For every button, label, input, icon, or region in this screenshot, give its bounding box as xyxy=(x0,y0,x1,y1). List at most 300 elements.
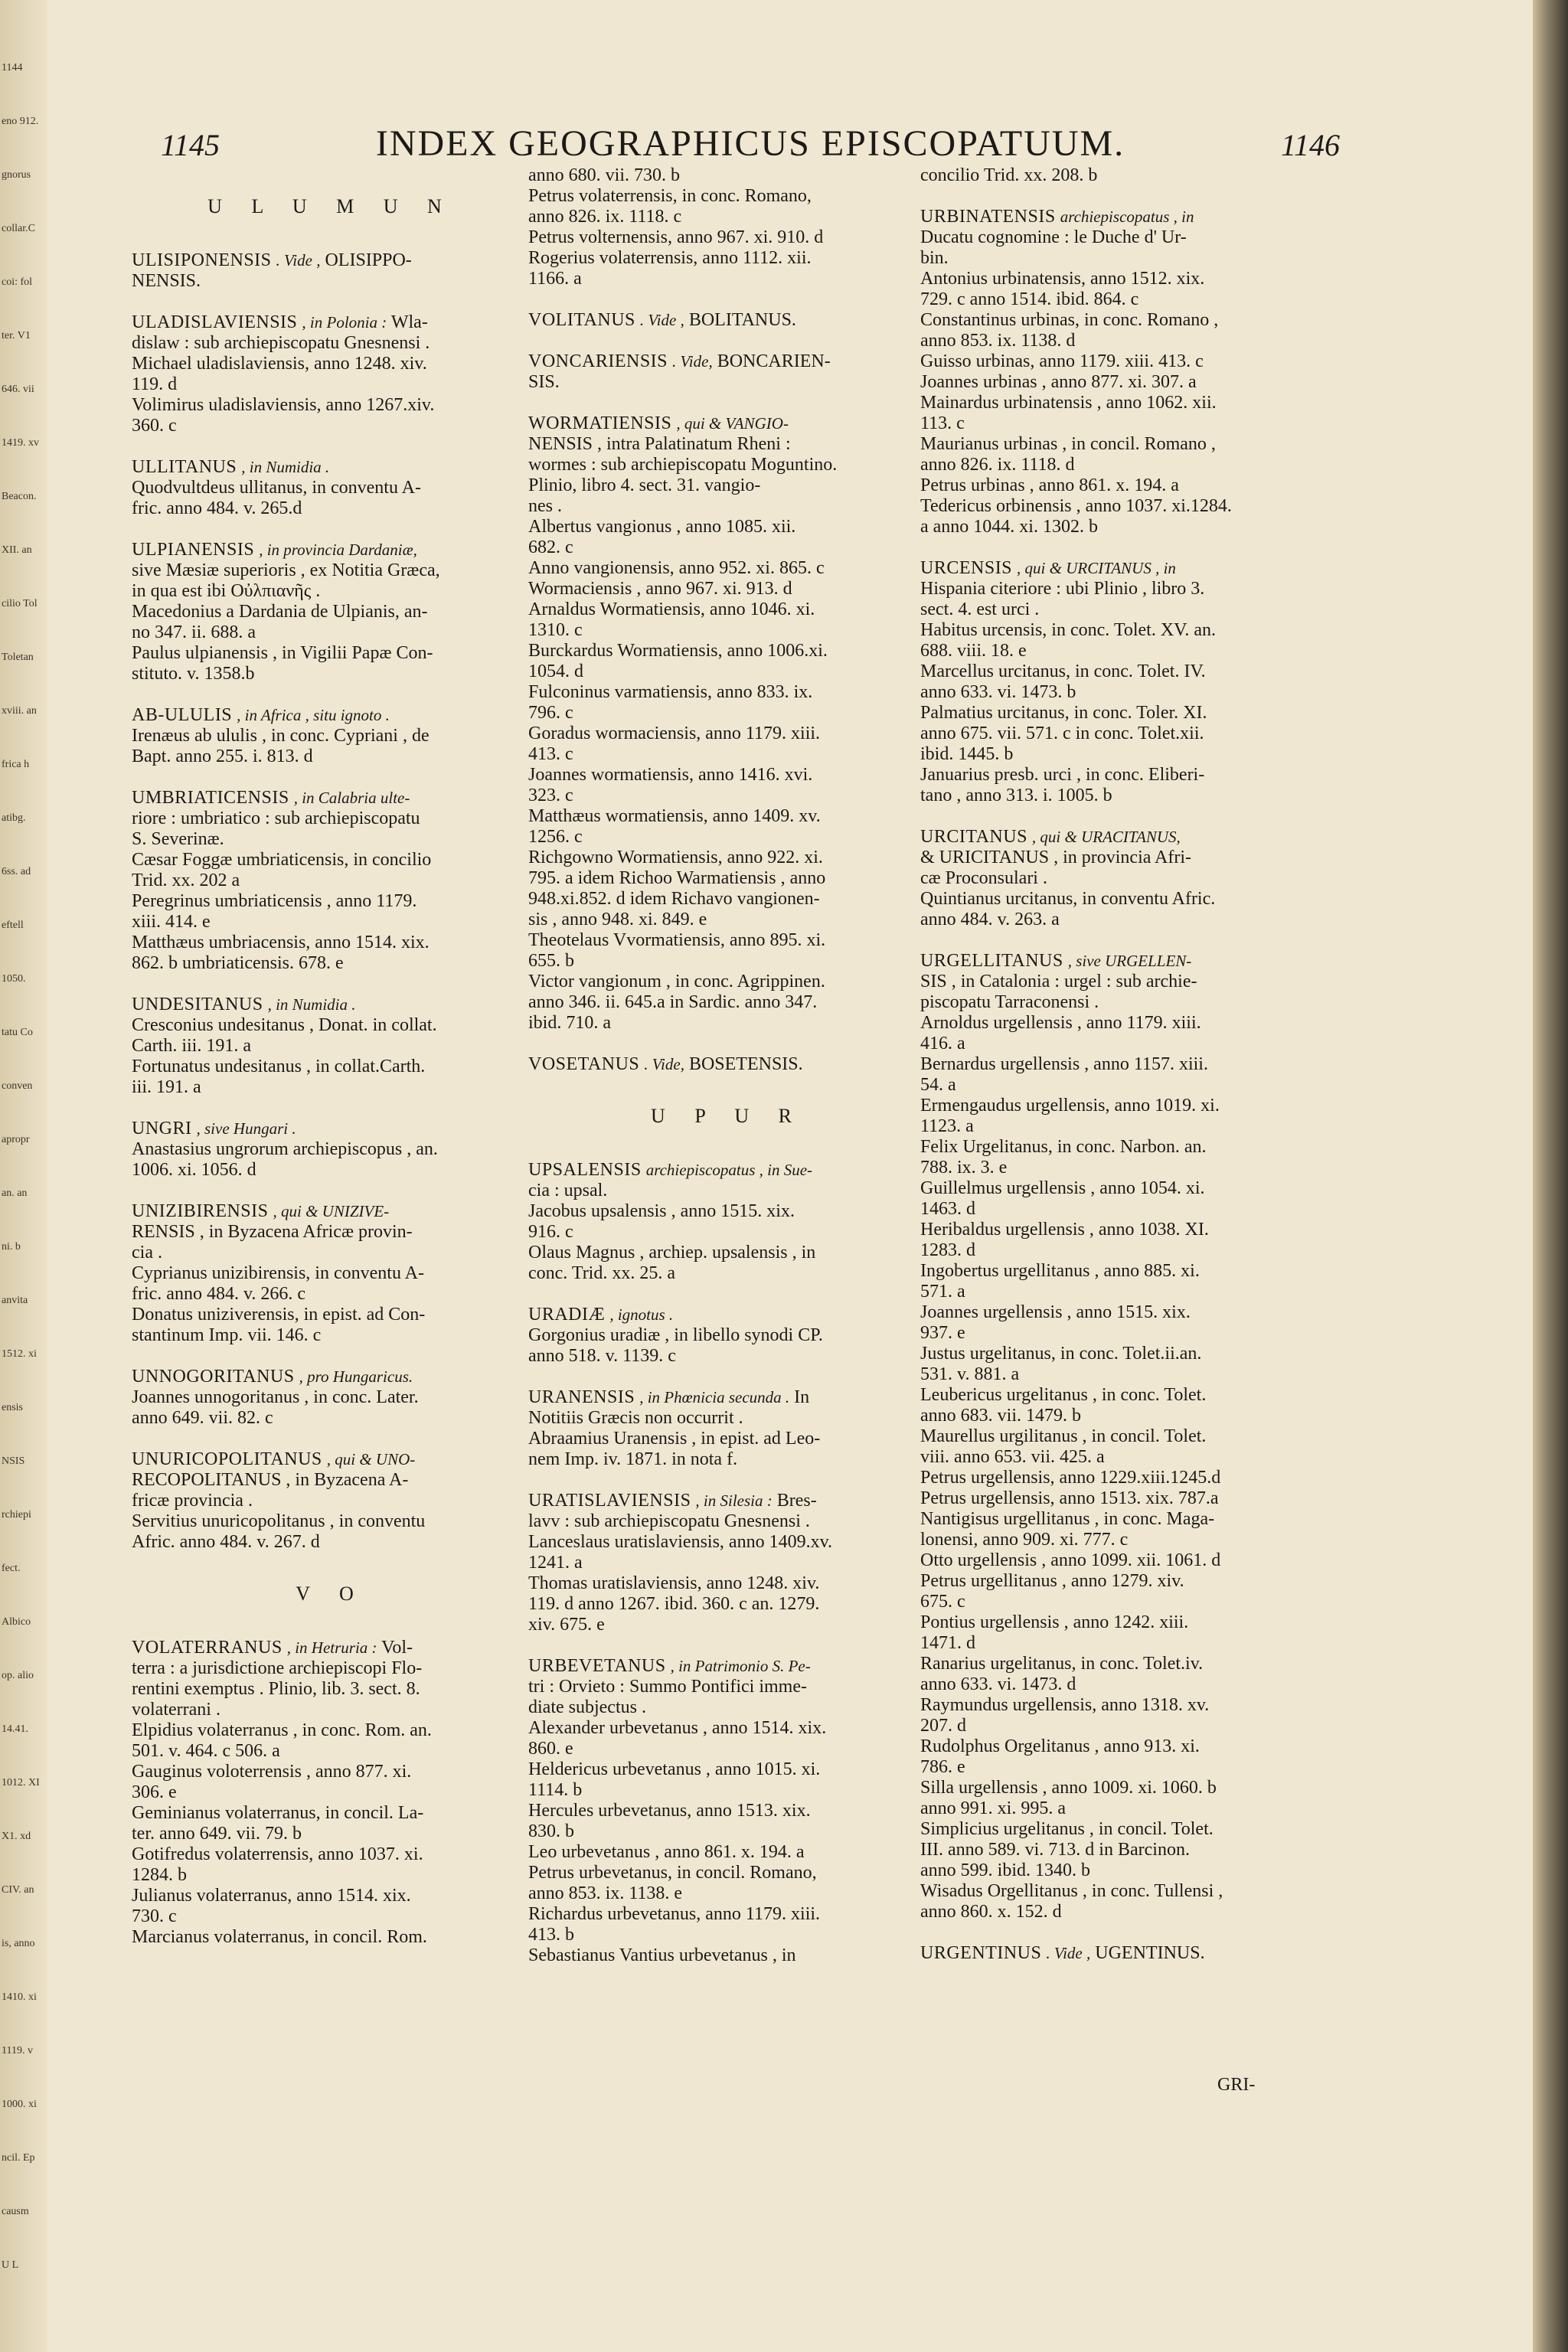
facing-page-fragment: anvita xyxy=(2,1295,28,1306)
entry-line: wormes : sub archiepiscopatu Moguntino. xyxy=(528,455,838,475)
entry-line: 1284. b xyxy=(132,1865,187,1885)
entry-line: Petrus urgellensis, anno 1229.xiii.1245.d xyxy=(920,1468,1221,1488)
entry-line: Guisso urbinas, anno 1179. xiii. 413. c xyxy=(920,351,1204,371)
index-entry xyxy=(132,1119,530,1181)
entry-line: no 347. ii. 688. a xyxy=(132,622,256,642)
see-name: URANENSIS xyxy=(528,1387,635,1407)
entry-line: 1241. a xyxy=(528,1553,583,1573)
entry-line: xiii. 414. e xyxy=(132,912,211,932)
index-entry xyxy=(920,951,1318,1922)
entry-note: , sive URGELLEN- xyxy=(1067,952,1192,970)
entry-line: Quintianus urcitanus, in conventu Afric. xyxy=(920,889,1216,909)
section-letters: U P U R xyxy=(651,1105,804,1127)
entry-note: , sive Hungari . xyxy=(196,1119,296,1138)
entry-heading xyxy=(132,1201,530,1222)
entry-note: , pro Hungaricus. xyxy=(299,1367,413,1386)
index-entry xyxy=(528,413,926,1034)
entry-line: Marcellus urcitanus, in conc. Tolet. IV. xyxy=(920,662,1206,681)
entry-line: Elpidius volaterranus , in conc. Rom. an. xyxy=(132,1720,432,1740)
facing-page-fragment: conven xyxy=(2,1080,33,1092)
entry-line: 1256. c xyxy=(528,827,583,847)
facing-page-fragment: CIV. an xyxy=(2,1884,34,1896)
entry-note: , in Silesia : xyxy=(695,1491,773,1510)
entry-line: Tedericus orbinensis , anno 1037. xi.1284. xyxy=(920,496,1232,516)
see-name: URATISLAVIENSIS xyxy=(528,1491,691,1511)
entry-line: stituto. v. 1358.b xyxy=(132,664,255,684)
entry-line: Plinio, libro 4. sect. 31. vangio- xyxy=(528,475,761,495)
entry-note: . Vide, xyxy=(644,1055,684,1073)
facing-page-fragment: ni. b xyxy=(2,1241,21,1253)
entry-line: 860. e xyxy=(528,1739,573,1759)
entry-line: anno 826. ix. 1118. d xyxy=(920,455,1075,475)
entry-heading xyxy=(132,788,530,808)
entry-heading xyxy=(920,558,1318,579)
entry-heading-tail: BOLITANUS. xyxy=(688,310,796,330)
entry-line: Maurellus urgilitanus , in concil. Tolet. xyxy=(920,1426,1207,1446)
entry-line: Abraamius Uranensis , in epist. ad Leo- xyxy=(528,1429,821,1449)
entry-line: anno 484. v. 263. a xyxy=(920,910,1060,929)
entry-line: iii. 191. a xyxy=(132,1077,201,1097)
page-number-right: 1146 xyxy=(1280,128,1340,162)
entry-heading xyxy=(132,995,530,1015)
entry-line: xiv. 675. e xyxy=(528,1615,605,1635)
entry-heading xyxy=(528,310,926,331)
entry-line: 306. e xyxy=(132,1782,177,1802)
see-name: UNNOGORITANUS xyxy=(132,1367,295,1387)
entry-line: RECOPOLITANUS , in Byzacena A- xyxy=(132,1470,409,1490)
index-entry xyxy=(528,1305,926,1367)
entry-line: 531. v. 881. a xyxy=(920,1364,1020,1384)
entry-line: Justus urgelitanus, in conc. Tolet.ii.an. xyxy=(920,1344,1202,1364)
see-name: VOLITANUS xyxy=(528,310,635,330)
entry-line: dislaw : sub archiepiscopatu Gnesnensi . xyxy=(132,333,430,353)
entry-line: Joannes unnogoritanus , in conc. Later. xyxy=(132,1387,419,1407)
entry-line: sect. 4. est urci . xyxy=(920,599,1040,619)
see-name: ULLITANUS xyxy=(132,457,237,477)
entry-line: 413. b xyxy=(528,1925,574,1945)
entry-heading xyxy=(132,1449,530,1470)
index-entry xyxy=(528,310,926,331)
entry-line: Arnaldus Wormatiensis, anno 1046. xi. xyxy=(528,599,815,619)
entry-heading xyxy=(528,351,926,372)
see-name: ULPIANENSIS xyxy=(132,540,255,560)
index-entry xyxy=(132,1638,530,1948)
entry-line: Leo urbevetanus , anno 861. x. 194. a xyxy=(528,1842,805,1862)
index-entry xyxy=(132,250,530,292)
entry-line: lavv : sub archiepiscopatu Gnesnensi . xyxy=(528,1511,810,1531)
facing-page-fragment: coi: fol xyxy=(2,276,33,288)
entry-heading xyxy=(132,1638,530,1658)
see-name: URADIÆ xyxy=(528,1305,606,1325)
entry-line: Joannes wormatiensis, anno 1416. xvi. xyxy=(528,765,813,785)
entry-line: Marcianus volaterranus, in concil. Rom. xyxy=(132,1927,427,1947)
column-1 xyxy=(132,165,530,1968)
entry-heading xyxy=(920,1943,1318,1964)
see-name: VOSETANUS xyxy=(528,1054,640,1074)
entry-line: S. Severinæ. xyxy=(132,829,224,849)
entry-heading xyxy=(132,1119,530,1139)
entry-line: Theotelaus Vvormatiensis, anno 895. xi. xyxy=(528,930,826,950)
entry-line: rentini exemptus . Plinio, lib. 3. sect. 8. xyxy=(132,1679,420,1699)
facing-page-fragment: gnorus xyxy=(2,169,31,181)
entry-line: 788. ix. 3. e xyxy=(920,1158,1008,1178)
entry-line: Thomas uratislaviensis, anno 1248. xiv. xyxy=(528,1573,820,1593)
entry-line: Fulconinus varmatiensis, anno 833. ix. xyxy=(528,682,813,702)
entry-line: Joannes urbinas , anno 877. xi. 307. a xyxy=(920,372,1197,392)
index-entry xyxy=(132,995,530,1098)
entry-line: Burckardus Wormatiensis, anno 1006.xi. xyxy=(528,641,828,661)
entry-line: 948.xi.852. d idem Richavo vangionen- xyxy=(528,889,820,909)
entry-line: bin. xyxy=(920,248,949,268)
entry-line: concilio Trid. xx. 208. b xyxy=(920,165,1098,185)
entry-line: 1310. c xyxy=(528,620,583,640)
entry-line: 688. viii. 18. e xyxy=(920,641,1027,661)
entry-line: 119. d xyxy=(132,374,178,394)
facing-page-fragment: ter. V1 xyxy=(2,330,31,341)
facing-page-fragment: Toletan xyxy=(2,652,34,663)
entry-note: . Vide , xyxy=(1046,1944,1091,1962)
entry-line: Victor vangionum , in conc. Agrippinen. xyxy=(528,972,825,991)
entry-line: 360. c xyxy=(132,416,177,436)
entry-line: ibid. 710. a xyxy=(528,1013,611,1033)
index-entry xyxy=(132,540,530,684)
see-name: VONCARIENSIS xyxy=(528,351,668,371)
index-entry xyxy=(132,312,530,436)
entry-line: 796. c xyxy=(528,703,573,723)
entry-line: anno 675. vii. 571. c in conc. Tolet.xii. xyxy=(920,724,1204,743)
entry-heading xyxy=(132,1367,530,1387)
entry-line: Januarius presb. urci , in conc. Eliberi- xyxy=(920,765,1205,785)
entry-line: NENSIS. xyxy=(132,271,201,291)
entry-line: tano , anno 313. i. 1005. b xyxy=(920,786,1112,805)
entry-heading xyxy=(132,312,530,333)
entry-note: , qui & URCITANUS , in xyxy=(1017,559,1176,577)
entry-line: NENSIS , intra Palatinatum Rheni : xyxy=(528,434,791,454)
entry-line: 916. c xyxy=(528,1222,573,1242)
index-entry xyxy=(528,1160,926,1284)
continued-entry xyxy=(528,165,926,289)
entry-line: Ingobertus urgellitanus , anno 885. xi. xyxy=(920,1261,1200,1281)
entry-line: in qua est ibi Οὐλπιανῆς . xyxy=(132,581,321,601)
facing-page-fragment: frica h xyxy=(2,759,30,770)
entry-note: , qui & UNO- xyxy=(326,1450,416,1468)
entry-heading-tail: Vol- xyxy=(381,1638,413,1658)
entry-line: Goradus wormaciensis, anno 1179. xiii. xyxy=(528,724,821,743)
entry-line: Gotifredus volaterrensis, anno 1037. xi. xyxy=(132,1844,423,1864)
index-entry xyxy=(920,207,1318,537)
entry-line: conc. Trid. xx. 25. a xyxy=(528,1263,675,1283)
entry-line: 830. b xyxy=(528,1821,574,1841)
entry-line: Petrus urbevetanus, in concil. Romano, xyxy=(528,1863,817,1883)
index-entry xyxy=(920,827,1318,930)
see-name: URCENSIS xyxy=(920,558,1013,578)
section-letters: U L U M U N xyxy=(207,195,454,217)
entry-line: nem Imp. iv. 1871. in nota f. xyxy=(528,1449,738,1469)
entry-line: 113. c xyxy=(920,413,965,433)
entry-line: Hispania citeriore : ubi Plinio , libro 3. xyxy=(920,579,1205,599)
entry-line: Notitiis Græcis non occurrit . xyxy=(528,1408,743,1428)
facing-page-fragment: 14.41. xyxy=(2,1723,28,1735)
entry-line: Trid. xx. 202 a xyxy=(132,871,240,890)
entry-line: a anno 1044. xi. 1302. b xyxy=(920,517,1098,537)
entry-line: Nantigisus urgellitanus , in conc. Maga- xyxy=(920,1509,1215,1529)
entry-note: . Vide , xyxy=(276,251,321,270)
entry-line: Bernardus urgellensis , anno 1157. xiii. xyxy=(920,1054,1208,1074)
see-name: URGENTINUS xyxy=(920,1943,1042,1963)
index-entry xyxy=(132,1449,530,1553)
entry-heading xyxy=(528,1305,926,1325)
entry-line: Matthæus wormatiensis, anno 1409. xv. xyxy=(528,806,821,826)
entry-line: anno 346. ii. 645.a in Sardic. anno 347. xyxy=(528,992,818,1012)
index-entry xyxy=(132,1367,530,1429)
entry-line: 675. c xyxy=(920,1592,965,1612)
see-name: UNIZIBIRENSIS xyxy=(132,1201,269,1221)
entry-line: tri : Orvieto : Summo Pontifici imme- xyxy=(528,1677,807,1697)
entry-line: Felix Urgelitanus, in conc. Narbon. an. xyxy=(920,1137,1207,1157)
page-header xyxy=(161,122,1340,172)
entry-line: 862. b umbriaticensis. 678. e xyxy=(132,953,344,973)
facing-page-fragment: U L xyxy=(2,2259,19,2271)
entry-line: Petrus urbinas , anno 861. x. 194. a xyxy=(920,475,1179,495)
facing-page-fragment: XII. an xyxy=(2,544,32,556)
entry-line: SIS , in Catalonia : urgel : sub archie- xyxy=(920,972,1197,991)
entry-line: Raymundus urgellensis, anno 1318. xv. xyxy=(920,1695,1210,1715)
entry-line: anno 860. x. 152. d xyxy=(920,1902,1062,1922)
entry-line: 1463. d xyxy=(920,1199,975,1219)
entry-line: riore : umbriatico : sub archiepiscopatu xyxy=(132,808,420,828)
facing-page-fragment: 1144 xyxy=(2,62,23,74)
entry-line: anno 991. xi. 995. a xyxy=(920,1798,1066,1818)
facing-page-fragment: Albico xyxy=(2,1616,31,1628)
see-name: URCITANUS xyxy=(920,827,1027,847)
entry-line: 655. b xyxy=(528,951,574,971)
entry-line: Rudolphus Orgelitanus , anno 913. xi. xyxy=(920,1736,1200,1756)
entry-line: Wormaciensis , anno 967. xi. 913. d xyxy=(528,579,792,599)
see-name: UPSALENSIS xyxy=(528,1160,642,1180)
entry-line: Ducatu cognomine : le Duche d' Ur- xyxy=(920,227,1187,247)
entry-line: Paulus ulpianensis , in Vigilii Papæ Con- xyxy=(132,643,433,663)
entry-line: 786. e xyxy=(920,1757,965,1777)
entry-line: fric. anno 484. v. 266. c xyxy=(132,1284,306,1304)
entry-line: Hercules urbevetanus, anno 1513. xix. xyxy=(528,1801,811,1821)
entry-note: . Vide, xyxy=(672,352,713,371)
index-entry xyxy=(528,351,926,393)
entry-line: Michael uladislaviensis, anno 1248. xiv. xyxy=(132,354,427,374)
entry-line: anno 518. v. 1139. c xyxy=(528,1346,676,1366)
entry-line: Servitius unuricopolitanus , in conventu xyxy=(132,1511,426,1531)
see-name: WORMATIENSIS xyxy=(528,413,672,433)
entry-heading xyxy=(132,540,530,560)
entry-line: Gorgonius uradiæ , in libello synodi CP. xyxy=(528,1325,823,1345)
entry-line: SIS. xyxy=(528,372,560,392)
facing-page-fragment: 1419. xv xyxy=(2,437,39,449)
entry-line: Petrus volaterrensis, in conc. Romano, xyxy=(528,186,812,206)
entry-line: 1123. a xyxy=(920,1116,974,1136)
entry-heading xyxy=(132,457,530,478)
see-name: ULADISLAVIENSIS xyxy=(132,312,298,332)
entry-line: Habitus urcensis, in conc. Tolet. XV. an. xyxy=(920,620,1217,640)
entry-line: Anastasius ungrorum archiepiscopus , an. xyxy=(132,1139,438,1159)
entry-line: Rogerius volaterrensis, anno 1112. xii. xyxy=(528,248,812,268)
entry-heading-tail: In xyxy=(794,1387,810,1407)
entry-line: Quodvultdeus ullitanus, in conventu A- xyxy=(132,478,421,498)
entry-heading xyxy=(132,705,530,726)
entry-line: Pontius urgellensis , anno 1242. xiii. xyxy=(920,1612,1189,1632)
entry-note: , qui & VANGIO- xyxy=(676,414,789,433)
entry-line: Simplicius urgelitanus , in concil. Tolet. xyxy=(920,1819,1214,1839)
facing-page-fragment: apropr xyxy=(2,1134,30,1145)
see-name: VOLATERRANUS xyxy=(132,1638,283,1658)
entry-note: , in Numidia . xyxy=(241,458,330,476)
index-entry xyxy=(132,705,530,767)
entry-line: 795. a idem Richoo Warmatiensis , anno xyxy=(528,868,826,888)
facing-page-fragment: 1410. xi xyxy=(2,1991,37,2003)
facing-page-fragment: rchiepi xyxy=(2,1509,31,1521)
entry-line: 682. c xyxy=(528,537,573,557)
facing-page-fragment: atibg. xyxy=(2,812,26,824)
entry-line: 1471. d xyxy=(920,1633,975,1653)
entry-line: diate subjectus . xyxy=(528,1697,646,1717)
see-name: UNURICOPOLITANUS xyxy=(132,1449,322,1469)
entry-line: 323. c xyxy=(528,786,573,805)
entry-heading-tail: BONCARIEN- xyxy=(717,351,831,371)
entry-line: volaterrani . xyxy=(132,1700,220,1720)
entry-line: Alexander urbevetanus , anno 1514. xix. xyxy=(528,1718,827,1738)
facing-page-fragment: 1012. XI xyxy=(2,1777,40,1788)
entry-line: anno 633. vi. 1473. b xyxy=(920,682,1076,702)
entry-note: , in Africa , situ ignoto . xyxy=(237,706,390,724)
entry-note: archiepiscopatus , in xyxy=(1060,207,1194,226)
entry-heading xyxy=(920,827,1318,848)
entry-line: anno 649. vii. 82. c xyxy=(132,1408,273,1428)
entry-line: fric. anno 484. v. 265.d xyxy=(132,498,302,518)
entry-heading xyxy=(132,250,530,271)
entry-line: Petrus urgellitanus , anno 1279. xiv. xyxy=(920,1571,1184,1591)
entry-heading xyxy=(528,413,926,434)
entry-note: , in Patrimonio S. Pe- xyxy=(670,1657,811,1675)
facing-page-fragment: cilio Tol xyxy=(2,598,38,609)
continued-entry xyxy=(920,165,1318,186)
entry-line: 1006. xi. 1056. d xyxy=(132,1160,256,1180)
book-spine-shadow xyxy=(1533,0,1568,2352)
facing-page-fragment: 1512. xi xyxy=(2,1348,37,1360)
entry-line: piscopatu Tarraconensi . xyxy=(920,992,1099,1012)
entry-line: 501. v. 464. c 506. a xyxy=(132,1741,280,1761)
facing-page-fragment: eno 912. xyxy=(2,116,39,127)
entry-note: , qui & URACITANUS, xyxy=(1031,828,1181,846)
entry-line: 937. e xyxy=(920,1323,965,1343)
index-entry xyxy=(132,1201,530,1346)
entry-line: anno 853. ix. 1138. d xyxy=(920,331,1076,351)
see-name: URBINATENSIS xyxy=(920,207,1056,227)
facing-page-fragment: eftell xyxy=(2,920,24,931)
see-name: UNGRI xyxy=(132,1119,192,1138)
entry-note: , in Hetruria : xyxy=(286,1638,377,1657)
entry-note: , ignotus . xyxy=(609,1305,674,1324)
entry-line: terra : a jurisdictione archiepiscopi Flo- xyxy=(132,1658,423,1678)
entry-line: Arnoldus urgellensis , anno 1179. xiii. xyxy=(920,1013,1201,1033)
running-title: INDEX GEOGRAPHICUS EPISCOPATUUM. xyxy=(375,123,1125,164)
entry-line: Lanceslaus uratislaviensis, anno 1409.xv. xyxy=(528,1532,833,1552)
entry-note: , in provincia Dardaniæ, xyxy=(259,541,417,559)
entry-heading xyxy=(528,1491,926,1511)
entry-heading-tail: BOSETENSIS. xyxy=(688,1054,803,1074)
facing-page-fragment: ncil. Ep xyxy=(2,2152,35,2164)
entry-line: viii. anno 653. vii. 425. a xyxy=(920,1447,1105,1467)
entry-line: Geminianus volaterranus, in concil. La- xyxy=(132,1803,424,1823)
entry-line: 730. c xyxy=(132,1906,177,1926)
entry-line: Peregrinus umbriaticensis , anno 1179. xyxy=(132,891,417,911)
entry-line: Gauginus voloterrensis , anno 877. xi. xyxy=(132,1762,412,1782)
entry-heading xyxy=(528,1160,926,1181)
entry-line: Volimirus uladislaviensis, anno 1267.xiv. xyxy=(132,395,435,415)
see-name: URGELLITANUS xyxy=(920,951,1063,971)
entry-line: Olaus Magnus , archiep. upsalensis , in xyxy=(528,1243,816,1263)
entry-line: Palmatius urcitanus, in conc. Toler. XI. xyxy=(920,703,1207,723)
entry-line: stantinum Imp. vii. 146. c xyxy=(132,1325,322,1345)
entry-line: 1166. a xyxy=(528,269,582,289)
see-name: UNDESITANUS xyxy=(132,995,263,1014)
see-name: AB-ULULIS xyxy=(132,705,233,725)
entry-line: cia : upsal. xyxy=(528,1181,608,1200)
column-3 xyxy=(920,165,1318,1984)
entry-line: Antonius urbinatensis, anno 1512. xix. xyxy=(920,269,1205,289)
entry-line: 1114. b xyxy=(528,1780,583,1800)
facing-page-edge xyxy=(0,0,47,2352)
entry-line: fricæ provincia . xyxy=(132,1491,253,1511)
entry-note: , in Calabria ulte- xyxy=(293,789,410,807)
facing-page-fragment: 1119. v xyxy=(2,2045,33,2056)
index-entry xyxy=(528,1054,926,1075)
entry-line: Richardus urbevetanus, anno 1179. xiii. xyxy=(528,1904,821,1924)
entry-note: archiepiscopatus , in Sue- xyxy=(645,1161,813,1179)
catchword: GRI- xyxy=(1217,2075,1256,2095)
entry-line: 1283. d xyxy=(920,1240,975,1260)
entry-line: Richgowno Wormatiensis, anno 922. xi. xyxy=(528,848,823,867)
entry-line: Anno vangionensis, anno 952. xi. 865. c xyxy=(528,558,825,578)
entry-line: 729. c anno 1514. ibid. 864. c xyxy=(920,289,1139,309)
entry-note: , in Phœnicia secunda . xyxy=(639,1388,790,1406)
entry-line: 54. a xyxy=(920,1075,956,1095)
facing-page-fragment: 1000. xi xyxy=(2,2099,37,2110)
facing-page-fragment: 646. vii xyxy=(2,384,34,395)
entry-note: , in Numidia . xyxy=(267,995,356,1014)
facing-page-fragment: NSIS xyxy=(2,1455,25,1467)
index-entry xyxy=(528,1656,926,1966)
index-entry xyxy=(528,1491,926,1635)
entry-line: Irenæus ab ululis , in conc. Cypriani , de xyxy=(132,726,430,746)
entry-line: Heldericus urbevetanus , anno 1015. xi. xyxy=(528,1759,821,1779)
facing-page-fragment: fect. xyxy=(2,1563,21,1574)
entry-line: sive Mæsiæ superioris , ex Notitia Græca, xyxy=(132,560,440,580)
facing-page-fragment: op. alio xyxy=(2,1670,34,1681)
entry-line: Albertus vangionus , anno 1085. xii. xyxy=(528,517,796,537)
entry-line: Ermengaudus urgellensis, anno 1019. xi. xyxy=(920,1096,1220,1116)
see-name: URBEVETANUS xyxy=(528,1656,666,1676)
entry-line: anno 853. ix. 1138. e xyxy=(528,1883,683,1903)
entry-line: anno 683. vii. 1479. b xyxy=(920,1406,1081,1426)
entry-line: Bapt. anno 255. i. 813. d xyxy=(132,746,313,766)
entry-line: Joannes urgellensis , anno 1515. xix. xyxy=(920,1302,1191,1322)
entry-heading xyxy=(920,951,1318,972)
entry-heading-tail: OLISIPPO- xyxy=(325,250,412,270)
entry-line: Cæsar Foggæ umbriaticensis, in concilio xyxy=(132,850,432,870)
entry-note: . Vide , xyxy=(639,311,684,329)
entry-line: Guillelmus urgellensis , anno 1054. xi. xyxy=(920,1178,1205,1198)
entry-line: sis , anno 948. xi. 849. e xyxy=(528,910,707,929)
index-entry xyxy=(920,558,1318,806)
entry-line: Constantinus urbinas, in conc. Romano , xyxy=(920,310,1219,330)
